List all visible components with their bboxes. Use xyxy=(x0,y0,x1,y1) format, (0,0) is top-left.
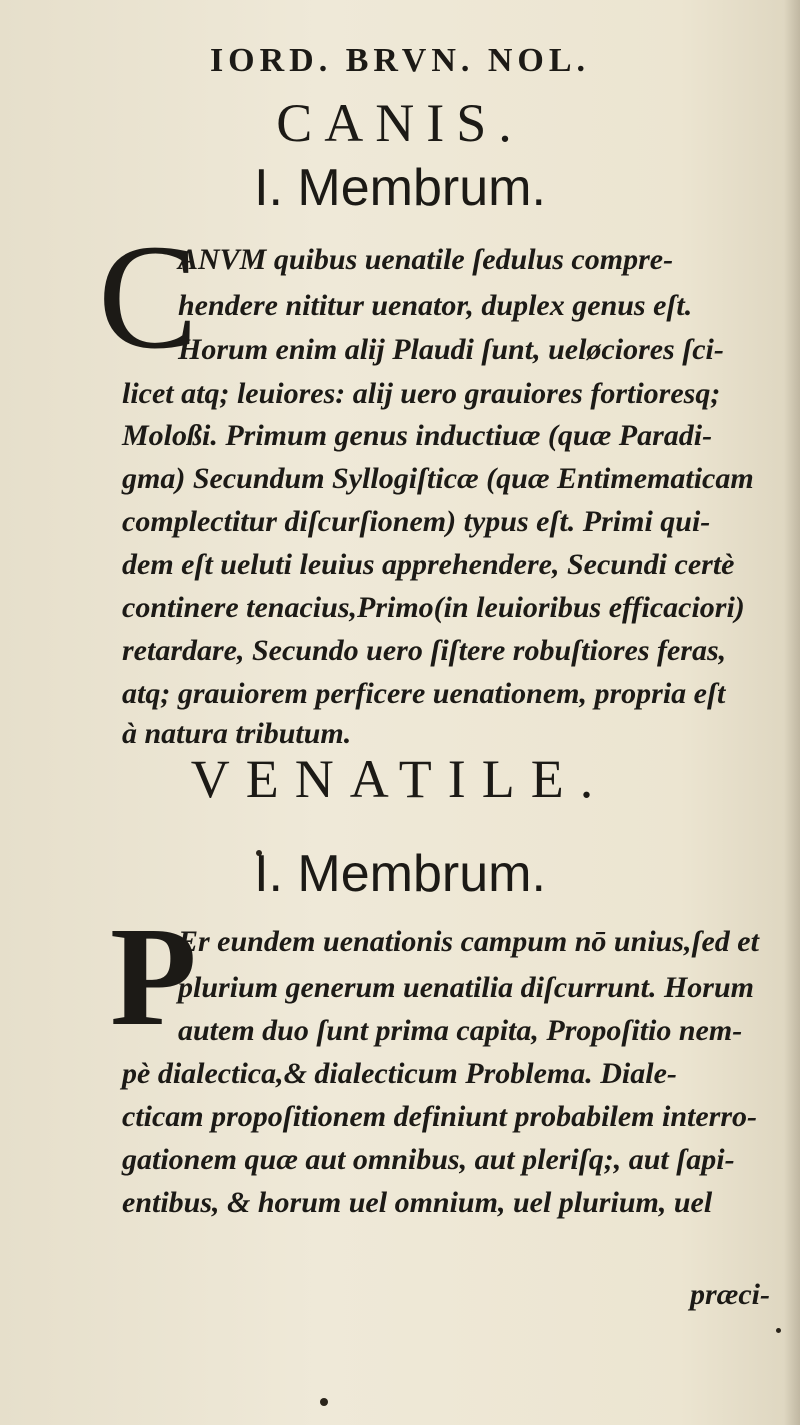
section2-line-7: entibus, & horum uel omnium, uel plurium, uel xyxy=(122,1186,713,1219)
section1-dropcap: C xyxy=(98,214,199,380)
section2-line-6: gationem quæ aut omnibus, aut pleriſq;, aut ſapi- xyxy=(122,1143,735,1176)
section1-line-2: hendere nititur uenator, duplex genus eſt. xyxy=(178,289,693,322)
section1-heading: I. Membrum. xyxy=(254,159,546,217)
section2-heading: I. Membrum. xyxy=(254,845,546,903)
section1-line-4: licet atq; leuiores: alij uero grauiores fortioresq; xyxy=(122,377,721,410)
section1-line-11: atq; grauiorem perficere uenationem, propria eſt xyxy=(122,677,726,710)
section2-line-5: cticam propoſitionem definiunt probabilem interro- xyxy=(122,1100,758,1133)
section2-line-1: Er eundem uenationis campum nō unius,ſed et xyxy=(178,925,759,958)
section2-line-3: autem duo ſunt prima capita, Propoſitio nem- xyxy=(178,1014,743,1047)
section1-line-1: ANVM quibus uenatile ſedulus compre- xyxy=(178,243,674,276)
section2-line-2: plurium generum uenatilia diſcurrunt. Horum xyxy=(178,971,754,1004)
section1-line-8: dem eſt ueluti leuius apprehendere, Secundi certè xyxy=(122,548,735,581)
section2-dropcap: P xyxy=(110,897,197,1055)
section-subtitle: VENATILE. xyxy=(190,749,610,809)
section1-line-7: complectitur diſcurſionem) typus eſt. Primi qui- xyxy=(122,505,711,538)
running-head: IORD. BRVN. NOL. xyxy=(209,42,591,79)
section2-line-4: pè dialectica,& dialecticum Problema. Diale- xyxy=(122,1057,677,1090)
section1-line-3: Horum enim alij Plaudi ſunt, ueløciores ſci- xyxy=(178,333,724,366)
section1-line-9: continere tenacius,Primo(in leuioribus efficaciori) xyxy=(122,591,745,624)
section1-line-6: gma) Secundum Syllogiſticæ (quæ Entimematicam xyxy=(122,462,754,495)
ornament-dot xyxy=(776,1328,781,1333)
section1-line-5: Moloßi. Primum genus inductiuæ (quæ Paradi- xyxy=(122,419,713,452)
section1-line-12: à natura tributum. xyxy=(122,717,352,750)
catchword: præci- xyxy=(690,1278,770,1311)
page-title: CANIS. xyxy=(276,93,524,153)
section1-line-10: retardare, Secundo uero ſiſtere robuſtiores feras, xyxy=(122,634,727,667)
ornament-dot xyxy=(320,1398,328,1406)
